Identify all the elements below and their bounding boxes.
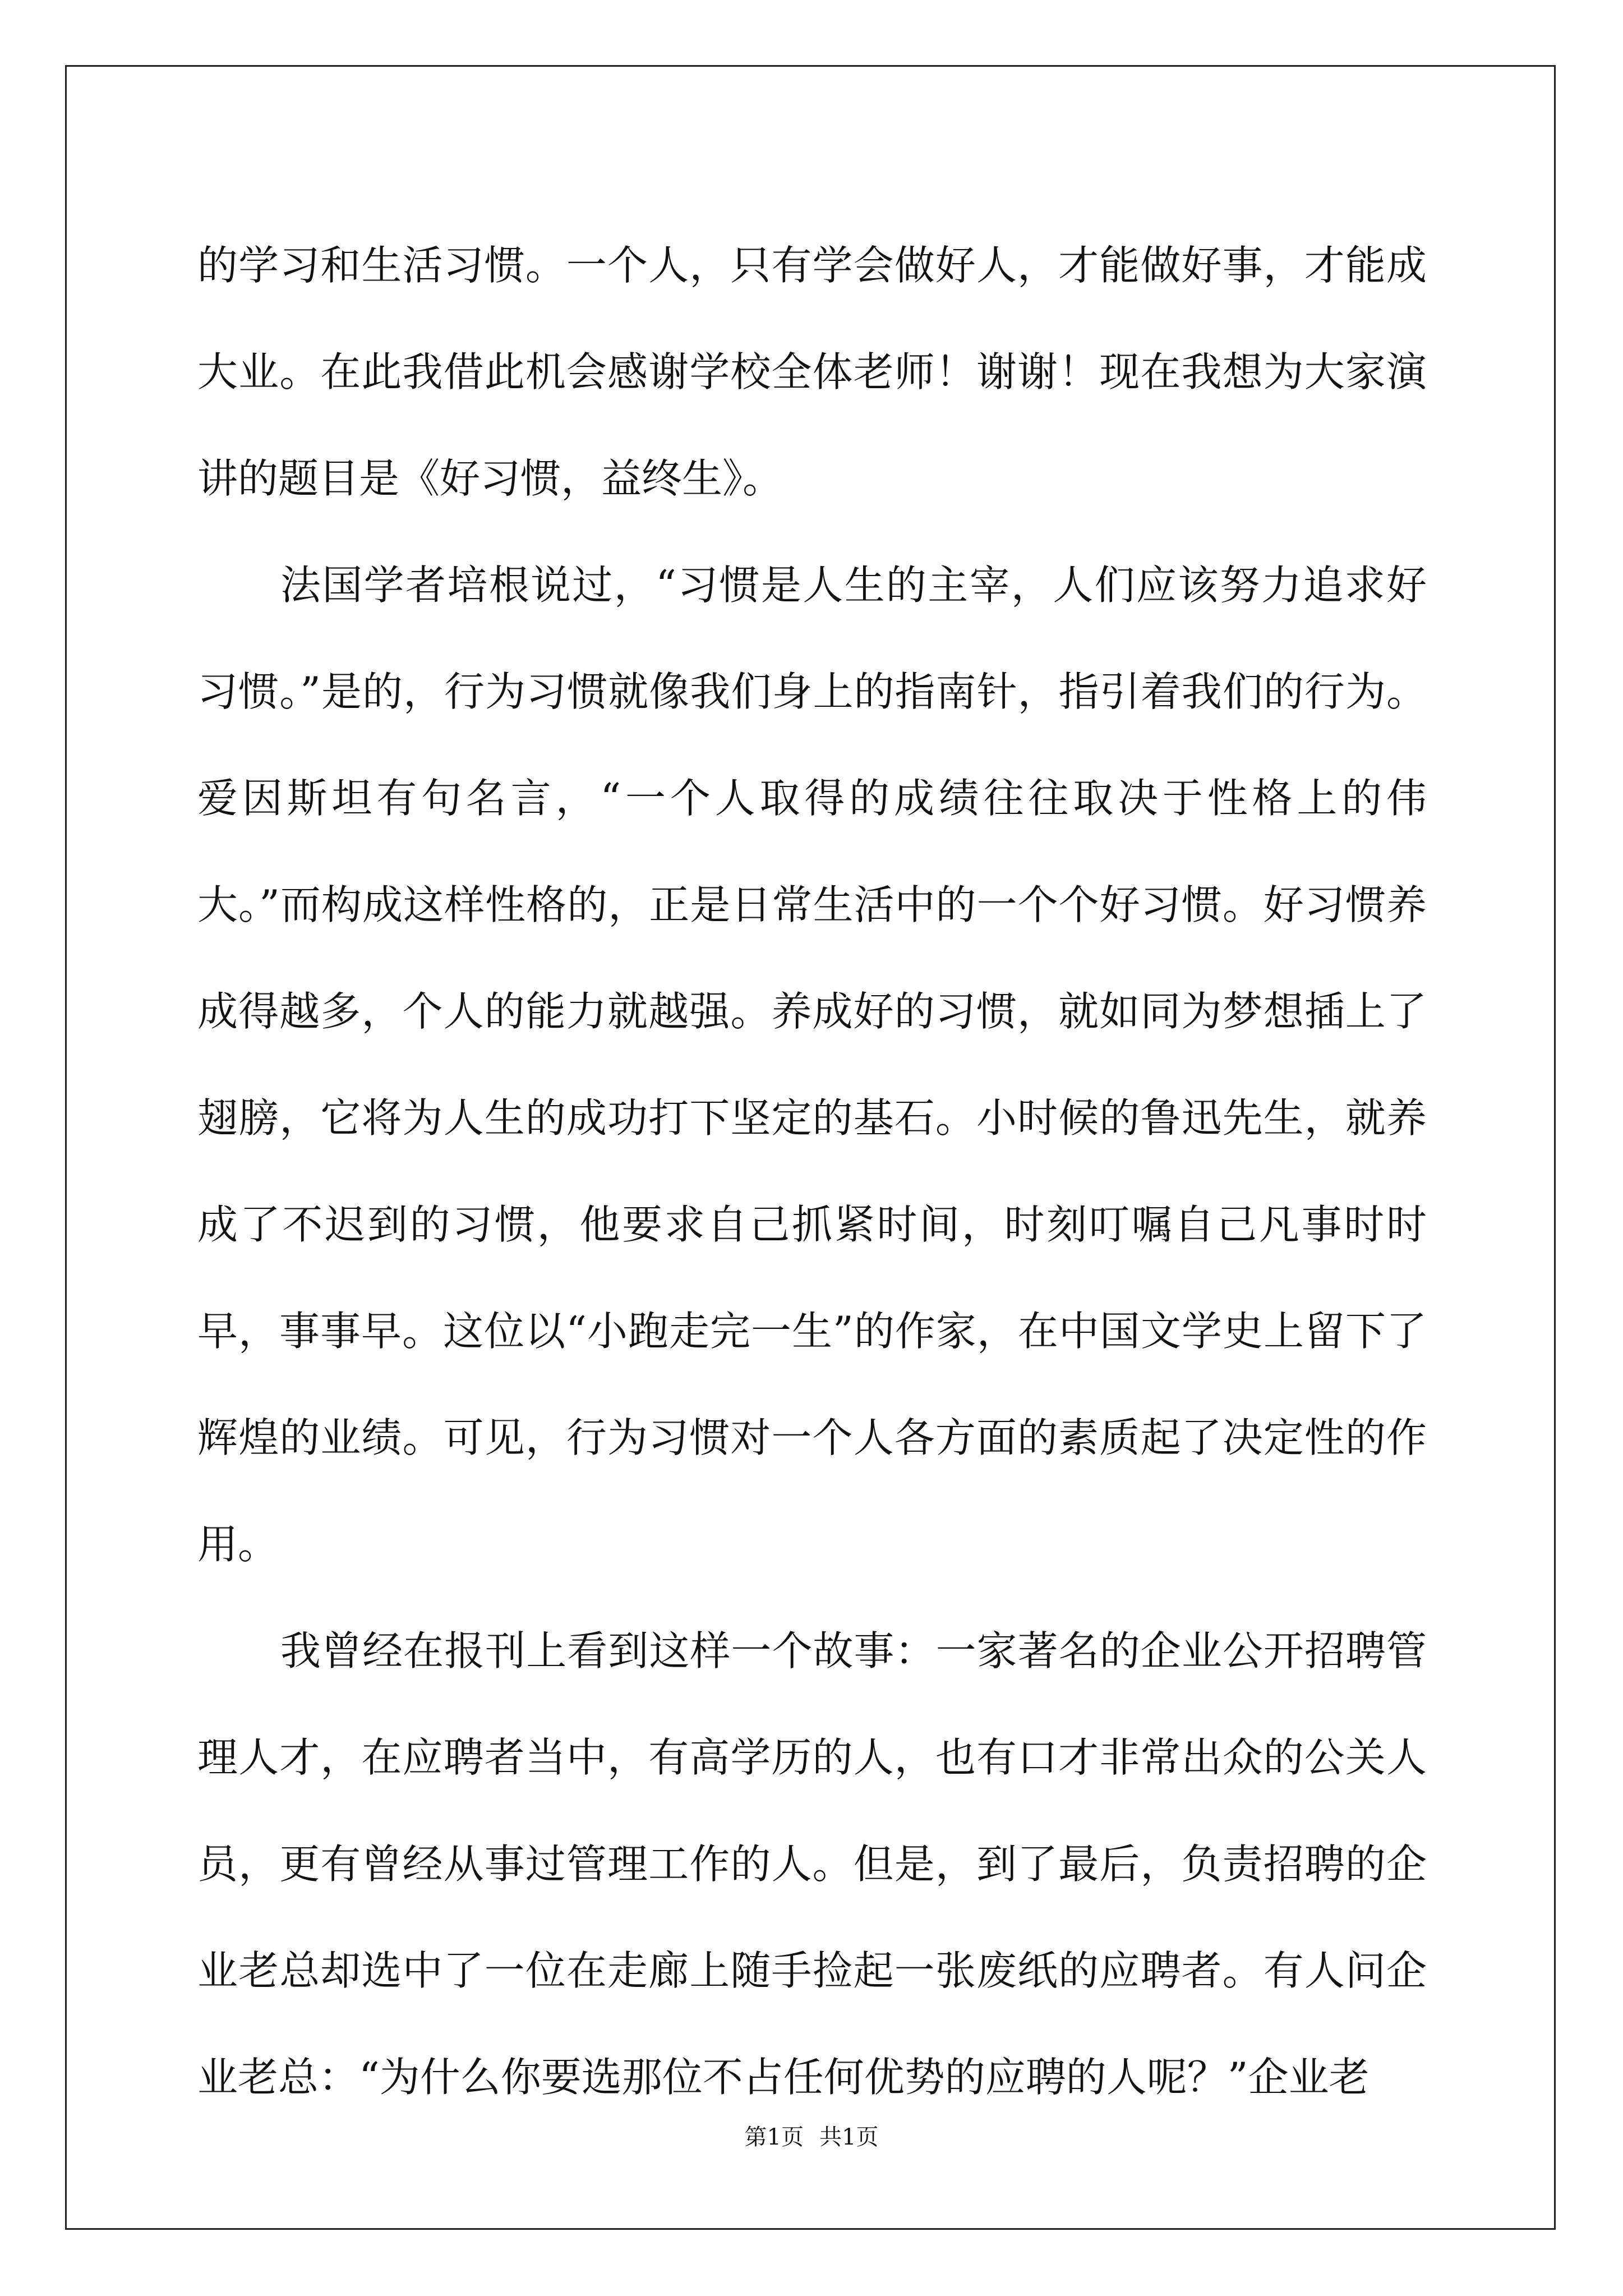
page-footer <box>0 2119 1623 2151</box>
paragraph-1: 的学习和生活习惯。一个人，只有学会做好人，才能做好事，才能成大业。在此我借此机会感谢学校全体老师！谢谢！现在我想为大家演讲的题目是《好习惯，益终生》。 <box>197 242 1427 502</box>
page-number: 第1页 <box>744 2124 804 2150</box>
paragraph-2: 法国学者培根说过，“习惯是人生的主宰，人们应该努力追求好习惯。”是的，行为习惯就像我们身上的指南针，指引着我们的行为。爱因斯坦有句名言，“一个人取得的成绩往往取决于性格上的伟大。”而构成这样性格的，正是日常生活中的一个个好习惯。好习惯养成得越多，个人的能力就越强。养成好的习惯，就如同为梦想插上了翅膀，它将为人生的成功打下坚定的基石。小时候的鲁迅先生，就养成了不迟到的习惯，他要求自己抓紧时间，时刻叮嘱自己凡事时时早，事事早。这位以“小跑走完一生”的作家，在中国文学史上留下了辉煌的业绩。可见，行为习惯对一个人各方面的素质起了决定性的作用。 <box>197 562 1427 1568</box>
paragraph-3: 我曾经在报刊上看到这样一个故事：一家著名的企业公开招聘管理人才，在应聘者当中，有高学历的人，也有口才非常出众的公关人员，更有曾经从事过管理工作的人。但是，到了最后，负责招聘的企业老总却选中了一位在走廊上随手捡起一张废纸的应聘者。有人问企业老总：“为什么你要选那位不占任何优势的应聘的人呢？”企业老 <box>197 1627 1427 2101</box>
page-total: 共1页 <box>819 2124 879 2150</box>
document-body <box>197 212 1427 2131</box>
